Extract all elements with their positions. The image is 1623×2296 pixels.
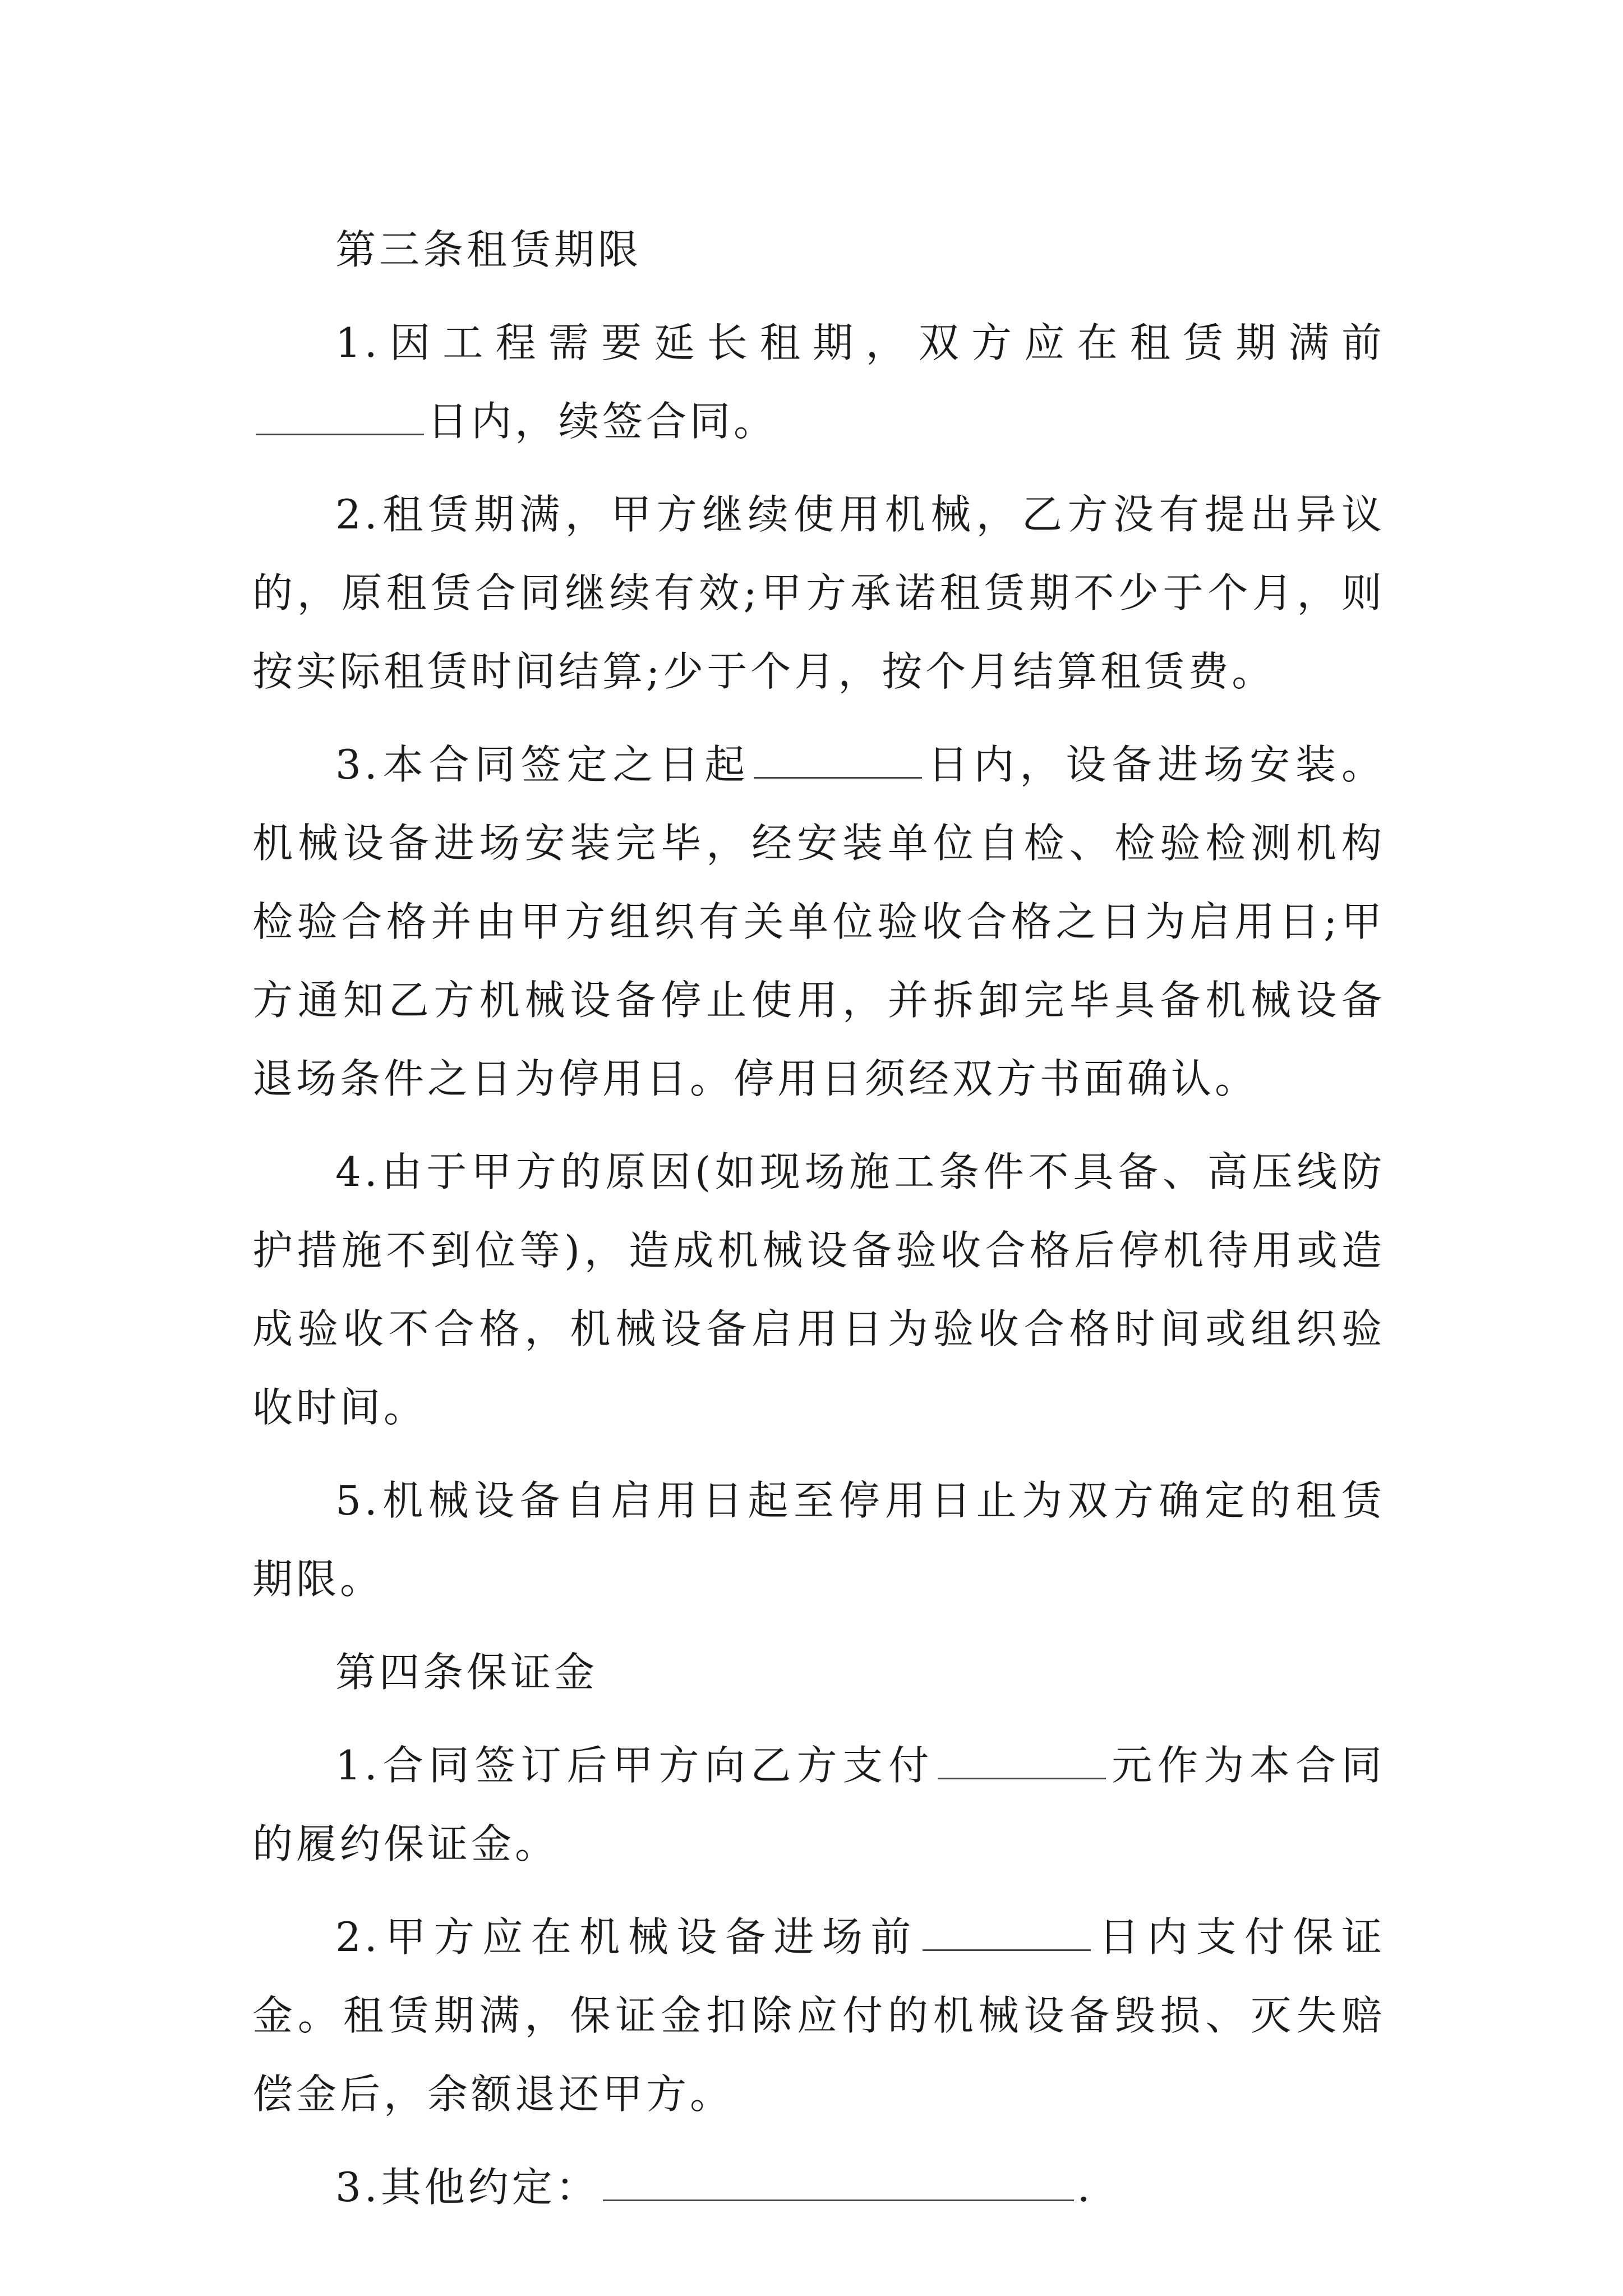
fill-in-blank [923,1909,1091,1951]
clause-text: 日内，设备进场安装。机械设备进场安装完毕，经安装单位自检、检验检测机构检验合格并由甲方组织有关单位验收合格之日为启用日;甲方通知乙方机械设备停止使用，并拆卸完毕具备机械设备退场条件之日为停用日。停用日须经双方书面确认。 [252,741,1385,1102]
clause-text: 1.合同签订后甲方向乙方支付 [335,1742,935,1789]
clause-text: 2.甲方应在机械设备进场前 [335,1913,919,1961]
document-body [252,210,1385,2241]
fill-in-blank [754,737,922,779]
clause-text: 日内，续签合同。 [427,398,778,445]
article-3-clause-3 [252,725,1385,1118]
fill-in-blank [603,2159,1074,2201]
fill-in-blank [938,1737,1106,1779]
article-4-clause-2 [252,1898,1385,2133]
article-4-clause-1 [252,1726,1385,1883]
article-3-clause-4: 4.由于甲方的原因(如现场施工条件不具备、高压线防护措施不到位等)，造成机械设备验收合格后停机待用或造成验收不合格，机械设备启用日为验收合格时间或组织验收时间。 [252,1148,1385,1431]
clause-text: 3.本合同签定之日起 [335,741,751,788]
clause-text: 元作为本合同的履约保证金。 [252,1742,1385,1867]
clause-text: . [1077,2164,1094,2211]
clause-text: 3.其他约定： [335,2164,600,2211]
fill-in-blank [256,393,424,435]
article-3-clause-1 [252,303,1385,461]
article-4-clause-3 [252,2148,1385,2226]
article-4-title: 第四条保证金 [335,1649,598,1696]
clause-text: 日内支付保证金。租赁期满，保证金扣除应付的机械设备毁损、灭失赔偿金后，余额退还甲方。 [252,1913,1385,2118]
clause-text: 1.因工程需要延长租期，双方应在租赁期满前 [335,319,1385,366]
article-3-clause-2: 2.租赁期满，甲方继续使用机械，乙方没有提出异议的，原租赁合同继续有效;甲方承诺租赁期不少于个月，则按实际租赁时间结算;少于个月，按个月结算租赁费。 [252,491,1385,695]
article-3-clause-5: 5.机械设备自启用日起至停用日止为双方确定的租赁期限。 [252,1477,1385,1603]
article-3-title: 第三条租赁期限 [335,226,642,273]
